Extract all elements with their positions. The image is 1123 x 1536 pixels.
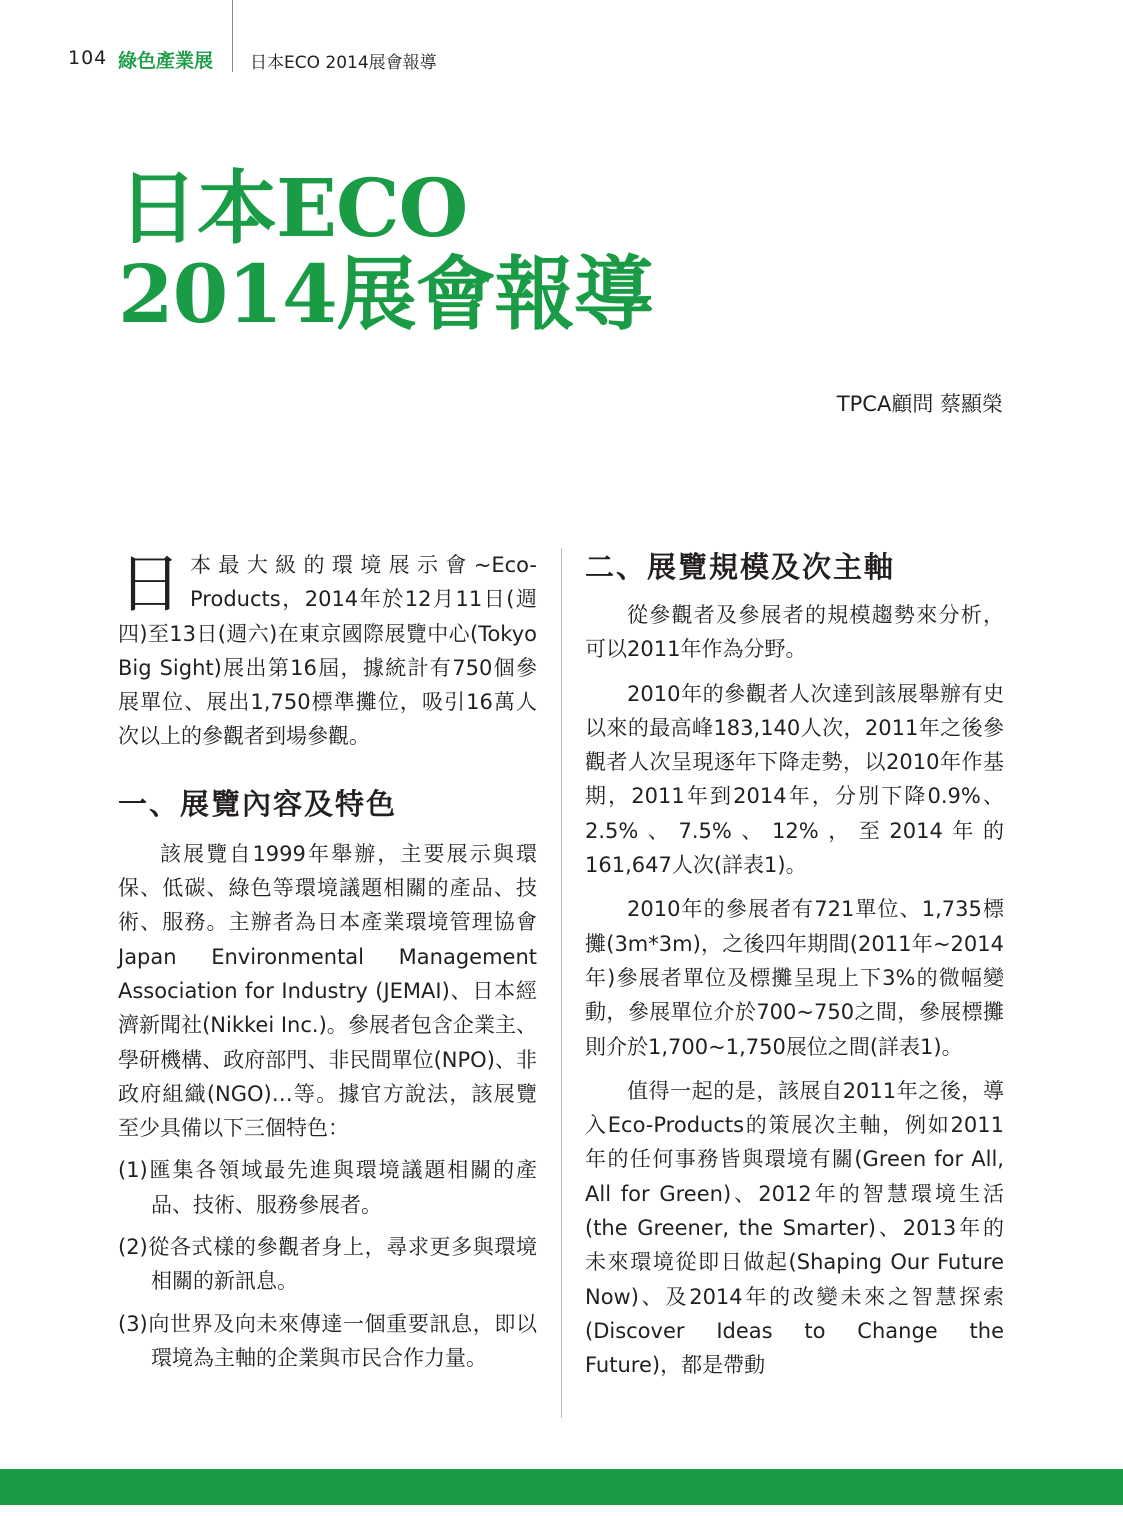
page-header [0,0,1123,80]
list-item-1: (1)匯集各領域最先進與環境議題相關的產品、技術、服務參展者。 [118,1158,537,1217]
list-item-2: (2)從各式樣的參觀者身上，尋求更多與環境相關的新訊息。 [118,1235,537,1294]
left-column [118,548,537,1375]
list-item-3: (3)向世界及向未來傳達一個重要訊息，即以環境為主軸的企業與市民合作力量。 [118,1311,537,1370]
footer-bar [0,1469,1123,1505]
section-heading-1: 一、展覽內容及特色 [118,786,398,821]
article-title-line2: 2014展會報導 [118,247,653,341]
author-byline: TPCA顧問 蔡顯榮 [836,392,1003,416]
article-title-line1: 日本ECO [118,161,468,255]
intro-text: 本最大級的環境展示會~Eco-Products，2014年於12月11日(週四)至13日(週六)在東京國際展覽中心(Tokyo Big Sight)展出第16屆，據統計有750個參展單位、展出1,750標準攤位，吸引16萬人次以上的參觀者到場參觀。 [118,553,537,749]
intro-paragraph [118,548,537,754]
section1-paragraph: 該展覽自1999年舉辦，主要展示與環保、低碳、綠色等環境議題相關的產品、技術、服務。主辦者為日本產業環境管理協會Japan Environmental Management Association for Industry (JEMAI)、日本經濟新聞社(Nikkei Inc.)。參展者包含企業主、學研機構、政府部門、非民間單位(NPO)、非政府組織(NGO)…等。據官方說法，該展覽至少具備以下三個特色： [118,841,537,1141]
header-divider [232,0,233,72]
section-name: 綠色產業展 [118,50,214,72]
section-heading-2: 二、展覽規模及次主軸 [585,550,896,584]
running-title: 日本ECO 2014展會報導 [250,53,437,73]
paragraph-4: 值得一起的是，該展自2011年之後，導入Eco-Products的策展次主軸，例如2011年的任何事務皆與環境有關(Green for All, All for Green)、2012年的智慧環境生活(the Greener, the Smarter)、2013年的未來環境從即日做起(Shaping Our Future Now)、及2014年的改變未來之智慧探索(Discover Ideas to Change the Future)，都是帶動 [585,1078,1004,1378]
paragraph-3: 2010年的參展者有721單位、1,735標攤(3m*3m)，之後四年期間(2011年~2014年)參展者單位及標攤呈現上下3%的微幅變動，參展單位介於700~750之間，參展標攤則介於1,700~1,750展位之間(詳表1)。 [585,897,1004,1059]
right-column [585,548,1004,1383]
paragraph-1: 從參觀者及參展者的規模趨勢來分析，可以2011年作為分野。 [585,603,1004,662]
drop-cap: 日 [118,548,182,622]
paragraph-2: 2010年的參觀者人次達到該展舉辦有史以來的最高峰183,140人次，2011年之後參觀者人次呈現逐年下降走勢，以2010年作基期，2011年到2014年，分別下降0.9%、2.5%、7.5%、12%，至2014年的161,647人次(詳表1)。 [585,681,1004,878]
article-title [118,161,653,341]
column-divider [561,548,562,1418]
page-number: 104 [68,47,108,69]
